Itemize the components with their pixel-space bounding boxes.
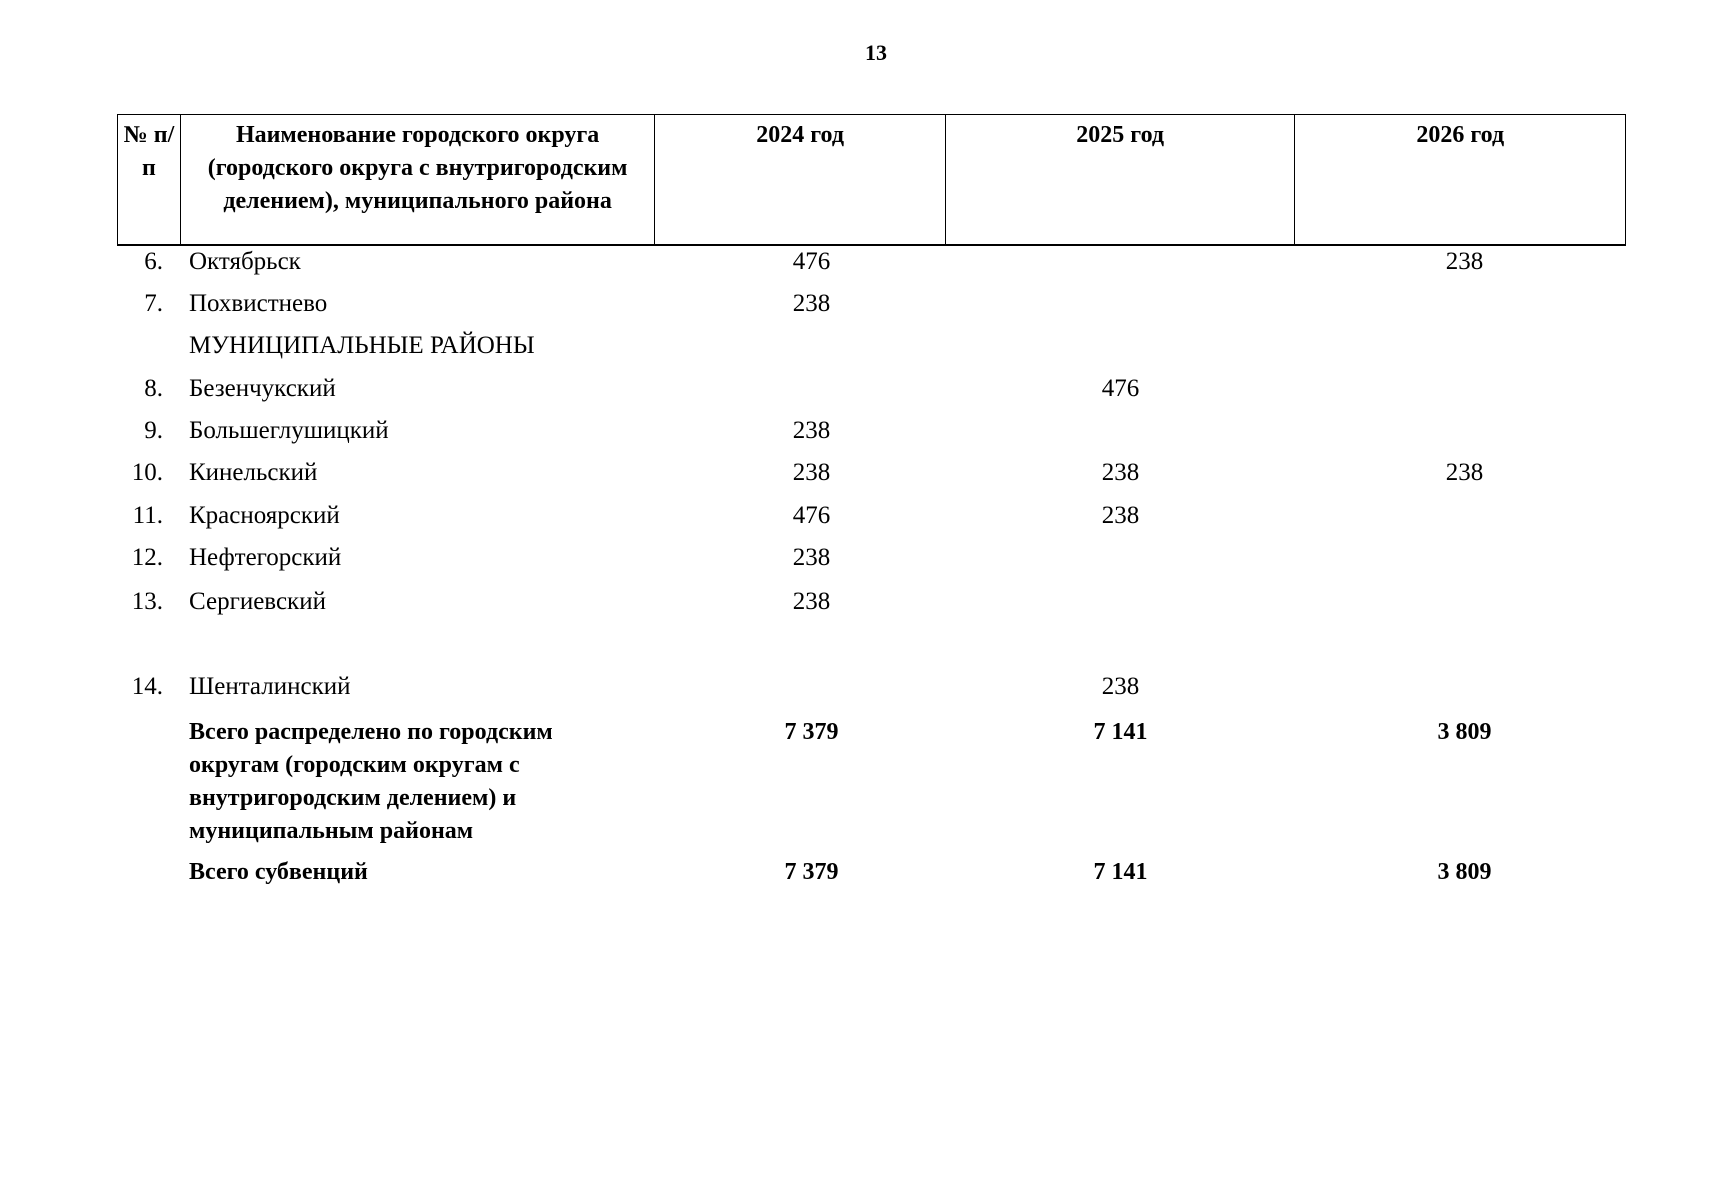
header-name: Наименование городского округа (городского округа с внутригородским делением), муниципального района [180, 115, 654, 244]
row-2026: 238 [1445, 248, 1484, 275]
header-num: № п/п [123, 122, 175, 181]
row-name: Большеглушицкий [189, 417, 389, 444]
row-name: Нефтегорский [189, 544, 342, 571]
row-num: 9. [144, 417, 163, 444]
total-subventions-label: Всего субвенций [189, 859, 368, 885]
total-subventions-2025: 7 141 [1093, 859, 1148, 885]
row-num: 13. [131, 588, 163, 615]
row-num: 7. [144, 290, 163, 317]
row-name: Красноярский [189, 502, 340, 529]
header-2025: 2025 год [945, 115, 1295, 244]
row-num: 8. [144, 375, 163, 402]
row-2024: 238 [792, 588, 831, 615]
total-subventions-2024: 7 379 [784, 859, 839, 885]
row-2024: 238 [792, 544, 831, 571]
subventions-table [117, 114, 1626, 885]
total-distributed-2024: 7 379 [784, 719, 839, 745]
total-subventions-2026: 3 809 [1437, 859, 1492, 885]
table-header [117, 114, 1626, 246]
row-2024: 238 [792, 417, 831, 444]
row-num: 6. [144, 248, 163, 275]
row-name: Октябрьск [189, 248, 301, 275]
row-2024: 476 [792, 502, 831, 529]
row-2025: 238 [1101, 673, 1140, 700]
row-2025: 238 [1101, 502, 1140, 529]
row-name: Сергиевский [189, 588, 326, 615]
row-name: Безенчукский [189, 375, 336, 402]
row-num: 12. [131, 544, 163, 571]
row-name: Шенталинский [189, 673, 351, 700]
row-name: Похвистнево [189, 290, 328, 317]
total-distributed-2025: 7 141 [1093, 719, 1148, 745]
row-name: Кинельский [189, 459, 318, 486]
header-2024: 2024 год [654, 115, 945, 244]
row-num: 11. [132, 502, 163, 529]
row-2024: 238 [792, 459, 831, 486]
total-distributed-label: Всего распределено по городским округам (городским округам с внутригородским делением) и муниципальным районам [189, 719, 553, 844]
row-num: 14. [131, 673, 163, 700]
row-2024: 476 [792, 248, 831, 275]
row-num: 10. [131, 459, 163, 486]
section-heading: МУНИЦИПАЛЬНЫЕ РАЙОНЫ [189, 332, 535, 359]
row-2025: 238 [1101, 459, 1140, 486]
page-number: 13 [865, 40, 887, 65]
row-2026: 238 [1445, 459, 1484, 486]
total-distributed-2026: 3 809 [1437, 719, 1492, 745]
header-2026: 2026 год [1294, 115, 1625, 244]
row-2025: 476 [1101, 375, 1140, 402]
row-2024: 238 [792, 290, 831, 317]
